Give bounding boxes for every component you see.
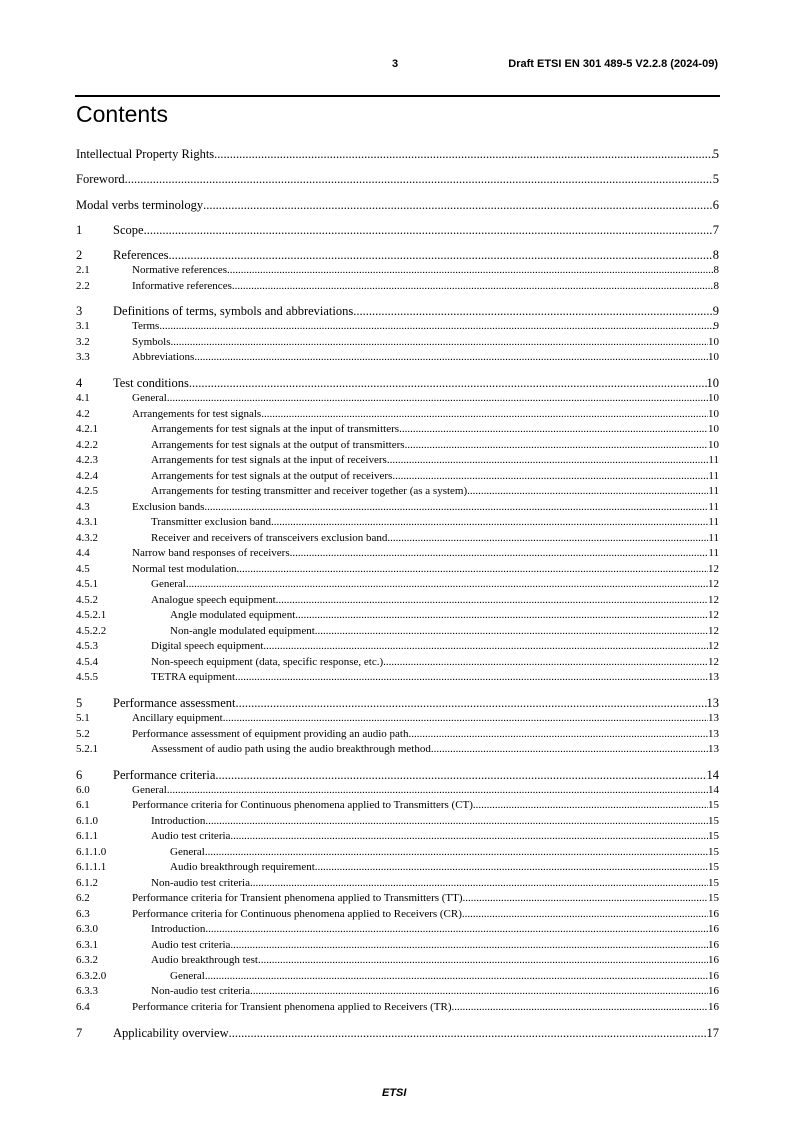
toc-entry-page: 10 [708, 407, 719, 420]
toc-entry-page: 15 [708, 799, 719, 812]
toc-entry-number: 5.1 [76, 712, 90, 725]
toc-entry-title: Ancillary equipment [132, 712, 223, 725]
toc-entry-title: Performance criteria for Transient phenomena applied to Transmitters (TT) [132, 892, 463, 905]
toc-entry-title: Analogue speech equipment [151, 593, 276, 606]
toc-entry-title: Symbols [132, 335, 171, 348]
toc-entry[interactable] [76, 829, 719, 845]
toc-entry-title: General [170, 969, 205, 982]
toc-entry[interactable] [76, 593, 719, 609]
table-of-contents [76, 146, 719, 1041]
toc-entry-page: 7 [712, 222, 719, 237]
toc-entry-number: 6.0 [76, 783, 90, 796]
toc-entry-page: 11 [708, 469, 719, 482]
toc-entry-page: 13 [708, 671, 719, 684]
toc-entry-page: 16 [708, 985, 719, 998]
toc-entry-title: Assessment of audio path using the audio breakthrough method [151, 743, 431, 756]
toc-entry-page: 16 [708, 969, 719, 982]
toc-entry-page: 15 [708, 892, 719, 905]
toc-entry-title: References [113, 248, 169, 263]
toc-dot-leader [205, 845, 708, 861]
toc-entry-page: 12 [708, 593, 719, 606]
toc-entry-title: Arrangements for test signals at the input of transmitters [151, 423, 400, 436]
toc-entry[interactable] [76, 969, 719, 985]
toc-entry-number: 4.2.4 [76, 469, 98, 482]
toc-dot-leader [223, 711, 708, 727]
toc-entry[interactable] [76, 391, 719, 407]
toc-dot-leader [250, 984, 708, 1000]
toc-entry-number: 3.1 [76, 320, 90, 333]
toc-entry-page: 11 [708, 531, 719, 544]
toc-entry-number: 4.4 [76, 547, 90, 560]
toc-entry-number: 6.1.2 [76, 876, 98, 889]
toc-entry[interactable] [76, 639, 719, 655]
toc-entry[interactable] [76, 814, 719, 830]
toc-entry-number: 3.3 [76, 351, 90, 364]
toc-entry-title: Scope [113, 222, 144, 237]
toc-dot-leader [167, 783, 708, 799]
toc-entry-title: Audio breakthrough test [151, 954, 258, 967]
toc-entry-number: 6.1 [76, 799, 90, 812]
toc-entry-page: 15 [708, 830, 719, 843]
toc-entry[interactable] [76, 407, 719, 423]
toc-entry-title: Abbreviations [132, 351, 195, 364]
toc-entry-title: Performance criteria [113, 767, 216, 782]
toc-dot-leader [353, 303, 713, 319]
toc-entry[interactable] [76, 907, 719, 923]
toc-dot-leader [473, 798, 708, 814]
toc-dot-leader [159, 319, 713, 335]
toc-entry[interactable] [76, 742, 719, 758]
toc-entry-number: 4.2.3 [76, 454, 98, 467]
toc-entry[interactable] [76, 146, 719, 162]
toc-entry[interactable] [76, 783, 719, 799]
toc-entry-title: Audio test criteria [151, 938, 231, 951]
toc-entry[interactable] [76, 197, 719, 213]
toc-entry-number: 4.5.1 [76, 578, 98, 591]
toc-entry-page: 11 [708, 454, 719, 467]
page-number: 3 [392, 58, 399, 70]
toc-entry-page: 12 [708, 609, 719, 622]
toc-entry[interactable] [76, 845, 719, 861]
toc-entry-number: 4.2.2 [76, 438, 98, 451]
toc-entry[interactable] [76, 938, 719, 954]
toc-entry[interactable] [76, 562, 719, 578]
toc-entry[interactable] [76, 891, 719, 907]
toc-entry-page: 10 [708, 351, 719, 364]
toc-entry-page: 8 [713, 264, 719, 277]
toc-entry-number: 4.5.5 [76, 671, 98, 684]
toc-entry[interactable] [76, 303, 719, 319]
toc-entry-title: Introduction [151, 814, 206, 827]
toc-entry[interactable] [76, 222, 719, 238]
toc-entry-page: 16 [708, 1000, 719, 1013]
toc-entry-title: Normative references [132, 264, 227, 277]
toc-entry-page: 8 [713, 279, 719, 292]
toc-entry[interactable] [76, 624, 719, 640]
toc-entry[interactable] [76, 319, 719, 335]
toc-entry-number: 1 [76, 222, 83, 237]
toc-dot-leader [214, 146, 713, 162]
toc-entry-title: Introduction [151, 923, 206, 936]
toc-entry-title: Intellectual Property Rights [76, 147, 215, 161]
toc-entry[interactable] [76, 767, 719, 783]
toc-dot-leader [232, 279, 714, 295]
toc-entry-title: Non-speech equipment (data, specific response, etc.) [151, 655, 384, 668]
toc-entry-number: 6.1.1.0 [76, 845, 107, 858]
toc-entry[interactable] [76, 453, 719, 469]
toc-entry-title: Angle modulated equipment [170, 609, 296, 622]
toc-entry-page: 16 [708, 938, 719, 951]
toc-entry-page: 16 [708, 907, 719, 920]
toc-entry[interactable] [76, 608, 719, 624]
toc-entry-number: 3 [76, 304, 83, 319]
toc-entry[interactable] [76, 860, 719, 876]
toc-entry-page: 5 [712, 172, 719, 187]
toc-entry-number: 6.3.0 [76, 923, 98, 936]
toc-dot-leader [250, 876, 708, 892]
toc-entry-title: Audio breakthrough requirement [170, 861, 315, 874]
toc-entry-number: 6.3.2.0 [76, 969, 107, 982]
toc-dot-leader [236, 562, 708, 578]
toc-dot-leader [144, 222, 713, 238]
toc-dot-leader [205, 814, 708, 830]
toc-dot-leader [186, 577, 708, 593]
toc-entry-number: 5 [76, 696, 83, 711]
toc-entry-page: 11 [708, 485, 719, 498]
toc-entry-title: Arrangements for test signals [132, 407, 262, 420]
toc-dot-leader [167, 391, 708, 407]
toc-entry-number: 3.2 [76, 335, 90, 348]
toc-entry-title: General [170, 845, 205, 858]
toc-entry[interactable] [76, 335, 719, 351]
toc-dot-leader [315, 860, 708, 876]
toc-entry-page: 15 [708, 876, 719, 889]
toc-entry-title: Non-audio test criteria [151, 876, 250, 889]
toc-entry[interactable] [76, 695, 719, 711]
toc-entry-title: Transmitter exclusion band [151, 516, 271, 529]
header-rule [75, 95, 720, 97]
toc-entry[interactable] [76, 350, 719, 366]
toc-entry-number: 6.3.2 [76, 954, 98, 967]
toc-entry-page: 5 [712, 147, 719, 161]
toc-entry[interactable] [76, 375, 719, 391]
toc-entry-page: 15 [708, 814, 719, 827]
toc-entry-title: Arrangements for test signals at the output of transmitters [151, 438, 405, 451]
toc-dot-leader [315, 624, 708, 640]
toc-entry[interactable] [76, 515, 719, 531]
toc-entry-page: 10 [708, 335, 719, 348]
toc-entry-page: 16 [708, 954, 719, 967]
toc-entry-page: 15 [708, 861, 719, 874]
toc-entry-number: 2.1 [76, 264, 90, 277]
toc-entry-title: Audio test criteria [151, 830, 231, 843]
toc-dot-leader [235, 670, 708, 686]
toc-entry-page: 12 [708, 578, 719, 591]
toc-entry-page: 6 [712, 197, 719, 212]
toc-entry[interactable] [76, 922, 719, 938]
toc-entry[interactable] [76, 247, 719, 263]
toc-entry[interactable] [76, 577, 719, 593]
toc-entry-page: 11 [708, 547, 719, 560]
toc-dot-leader [387, 531, 708, 547]
toc-entry-number: 6.3 [76, 907, 90, 920]
toc-entry-title: General [132, 392, 167, 405]
toc-entry-number: 6.3.1 [76, 938, 98, 951]
toc-dot-leader [276, 593, 708, 609]
toc-entry[interactable] [76, 1025, 719, 1041]
toc-entry-page: 10 [708, 392, 719, 405]
toc-entry-page: 12 [708, 640, 719, 653]
toc-entry[interactable] [76, 469, 719, 485]
toc-entry[interactable] [76, 422, 719, 438]
toc-dot-leader [399, 422, 708, 438]
toc-entry-title: Receiver and receivers of transceivers exclusion band [151, 531, 388, 544]
toc-entry-page: 13 [706, 696, 719, 711]
toc-dot-leader [125, 171, 713, 187]
toc-entry-page: 9 [713, 320, 719, 333]
toc-entry[interactable] [76, 500, 719, 516]
toc-entry-page: 12 [708, 562, 719, 575]
toc-entry-number: 5.2 [76, 727, 90, 740]
toc-dot-leader [229, 1025, 707, 1041]
toc-entry[interactable] [76, 531, 719, 547]
toc-entry-title: Digital speech equipment [151, 640, 264, 653]
toc-entry-number: 4.5.2.2 [76, 624, 107, 637]
toc-entry-title: Performance assessment of equipment providing an audio path [132, 727, 409, 740]
toc-dot-leader [392, 469, 708, 485]
toc-entry-page: 10 [708, 423, 719, 436]
toc-dot-leader [205, 969, 708, 985]
toc-dot-leader [236, 695, 707, 711]
toc-entry-title: Normal test modulation [132, 562, 237, 575]
toc-entry-page: 13 [708, 712, 719, 725]
toc-entry-number: 6 [76, 767, 83, 782]
toc-entry-title: Performance criteria for Continuous phenomena applied to Transmitters (CT) [132, 799, 473, 812]
toc-dot-leader [171, 335, 708, 351]
toc-entry-title: Terms [132, 320, 160, 333]
toc-entry-number: 7 [76, 1025, 83, 1040]
toc-entry-title: Arrangements for testing transmitter and receiver together (as a system) [151, 485, 468, 498]
toc-dot-leader [261, 407, 708, 423]
toc-dot-leader [205, 922, 708, 938]
toc-entry-number: 4.1 [76, 392, 90, 405]
toc-entry-number: 4 [76, 376, 83, 391]
toc-entry-page: 12 [708, 655, 719, 668]
toc-dot-leader [189, 375, 707, 391]
toc-dot-leader [227, 263, 714, 279]
toc-entry-number: 4.5.4 [76, 655, 98, 668]
toc-entry-number: 4.5 [76, 562, 90, 575]
toc-entry[interactable] [76, 655, 719, 671]
toc-entry-title: TETRA equipment [151, 671, 236, 684]
toc-entry-page: 14 [706, 767, 719, 782]
toc-entry-page: 16 [708, 923, 719, 936]
toc-entry-number: 2 [76, 248, 83, 263]
toc-entry-page: 13 [708, 727, 719, 740]
toc-dot-leader [230, 829, 708, 845]
toc-dot-leader [215, 767, 706, 783]
toc-entry[interactable] [76, 711, 719, 727]
toc-dot-leader [258, 953, 708, 969]
toc-dot-leader [230, 938, 708, 954]
toc-entry-page: 14 [708, 783, 719, 796]
toc-entry-page: 12 [708, 624, 719, 637]
toc-entry-page: 11 [708, 500, 719, 513]
toc-entry-page: 11 [708, 516, 719, 529]
toc-entry[interactable] [76, 279, 719, 295]
toc-entry-number: 4.5.2 [76, 593, 98, 606]
toc-dot-leader [169, 247, 713, 263]
toc-entry-number: 5.2.1 [76, 743, 98, 756]
toc-entry-title: Test conditions [113, 376, 189, 391]
toc-entry-title: Foreword [76, 172, 125, 187]
toc-entry-number: 4.2 [76, 407, 90, 420]
toc-dot-leader [387, 453, 709, 469]
toc-entry[interactable] [76, 953, 719, 969]
document-reference: Draft ETSI EN 301 489-5 V2.2.8 (2024-09) [508, 58, 718, 70]
toc-entry-title: Applicability overview [113, 1025, 229, 1040]
toc-entry[interactable] [76, 727, 719, 743]
toc-entry-title: Arrangements for test signals at the input of receivers [151, 454, 387, 467]
toc-dot-leader [204, 500, 708, 516]
toc-dot-leader [194, 350, 708, 366]
toc-entry-title: Exclusion bands [132, 500, 205, 513]
toc-entry-page: 10 [708, 438, 719, 451]
toc-dot-leader [408, 727, 708, 743]
toc-entry-number: 4.2.5 [76, 485, 98, 498]
toc-dot-leader [467, 484, 708, 500]
toc-entry-page: 13 [708, 743, 719, 756]
toc-entry[interactable] [76, 438, 719, 454]
toc-entry-number: 6.4 [76, 1000, 90, 1013]
toc-dot-leader [203, 197, 713, 213]
toc-entry-title: Informative references [132, 279, 232, 292]
toc-entry[interactable] [76, 876, 719, 892]
toc-entry-number: 4.3 [76, 500, 90, 513]
toc-entry-page: 9 [712, 304, 719, 319]
toc-entry-number: 6.2 [76, 892, 90, 905]
toc-entry[interactable] [76, 1000, 719, 1016]
toc-entry-number: 4.5.3 [76, 640, 98, 653]
toc-entry-number: 2.2 [76, 279, 90, 292]
toc-dot-leader [452, 1000, 709, 1016]
toc-entry-number: 6.1.1.1 [76, 861, 107, 874]
toc-entry-page: 15 [708, 845, 719, 858]
toc-entry[interactable] [76, 546, 719, 562]
toc-dot-leader [383, 655, 708, 671]
toc-dot-leader [405, 438, 708, 454]
toc-dot-leader [431, 742, 708, 758]
toc-entry-number: 6.3.3 [76, 985, 98, 998]
toc-dot-leader [271, 515, 708, 531]
toc-entry-title: Definitions of terms, symbols and abbreviations [113, 304, 354, 319]
toc-entry[interactable] [76, 670, 719, 686]
toc-dot-leader [463, 891, 708, 907]
toc-entry-number: 4.3.2 [76, 531, 98, 544]
toc-entry-number: 6.1.1 [76, 830, 98, 843]
toc-entry[interactable] [76, 263, 719, 279]
toc-entry-title: Non-angle modulated equipment [170, 624, 315, 637]
footer-etsi: ETSI [382, 1087, 407, 1099]
toc-dot-leader [295, 608, 708, 624]
toc-dot-leader [263, 639, 708, 655]
toc-entry-number: 4.5.2.1 [76, 609, 107, 622]
toc-entry-title: Arrangements for test signals at the output of receivers [151, 469, 393, 482]
toc-entry-page: 17 [706, 1025, 719, 1040]
toc-entry-title: Narrow band responses of receivers [132, 547, 290, 560]
toc-entry-number: 6.1.0 [76, 814, 98, 827]
toc-entry-title: Performance criteria for Continuous phenomena applied to Receivers (CR) [132, 907, 462, 920]
toc-entry-title: General [151, 578, 186, 591]
toc-entry-title: Modal verbs terminology [76, 197, 204, 212]
toc-entry-page: 8 [712, 248, 719, 263]
toc-entry[interactable] [76, 171, 719, 187]
toc-dot-leader [462, 907, 708, 923]
toc-entry-title: General [132, 783, 167, 796]
toc-entry[interactable] [76, 484, 719, 500]
toc-entry[interactable] [76, 984, 719, 1000]
toc-entry[interactable] [76, 798, 719, 814]
toc-dot-leader [290, 546, 709, 562]
toc-entry-number: 4.3.1 [76, 516, 98, 529]
toc-entry-title: Non-audio test criteria [151, 985, 250, 998]
toc-entry-page: 10 [706, 376, 719, 391]
toc-entry-number: 4.2.1 [76, 423, 98, 436]
toc-entry-title: Performance assessment [113, 696, 236, 711]
contents-title: Contents [76, 101, 169, 127]
toc-entry-title: Performance criteria for Transient phenomena applied to Receivers (TR) [132, 1000, 452, 1013]
